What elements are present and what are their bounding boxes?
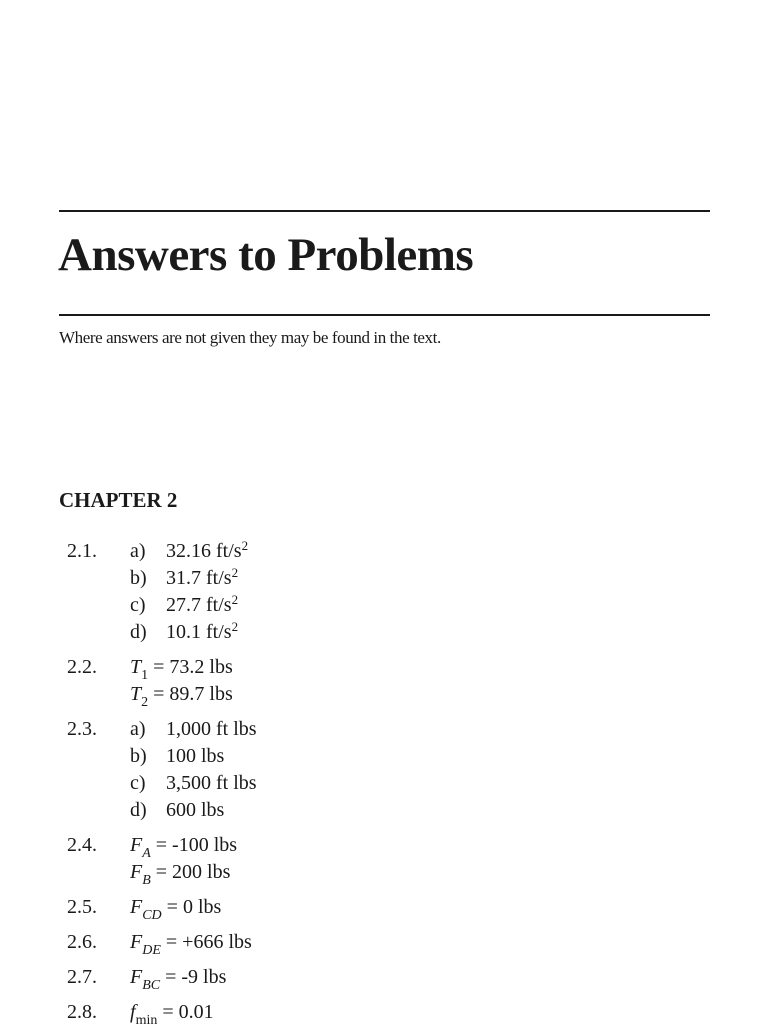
problem-number: 2.1. [67, 540, 97, 562]
superscript: 2 [231, 565, 239, 580]
title-rule-bottom [59, 314, 710, 316]
answer-line [130, 716, 768, 743]
answer-label: b) [130, 745, 147, 767]
variable-symbol: F [130, 931, 143, 953]
subscript: min [135, 1013, 158, 1028]
subscript: A [142, 846, 151, 861]
answer-label: c) [130, 594, 146, 616]
answer-value: = -9 lbs [160, 966, 227, 988]
answer-value: = 200 lbs [150, 861, 231, 883]
answer-label: d) [130, 799, 147, 821]
problem-item [0, 964, 768, 991]
problem-number: 2.2. [67, 656, 97, 678]
subscript: CD [142, 908, 162, 923]
answer-group [130, 964, 768, 991]
answer-line [130, 770, 768, 797]
page-title: Answers to Problems [58, 229, 474, 281]
answer-label: d) [130, 621, 147, 643]
answer-group [130, 538, 768, 646]
problem-number: 2.4. [67, 834, 97, 856]
answer-label: b) [130, 567, 147, 589]
answer-group [130, 654, 768, 708]
answer-value: 600 lbs [166, 799, 225, 821]
answer-group [130, 999, 768, 1026]
variable-symbol: T [130, 683, 142, 705]
variable-symbol: F [130, 834, 143, 856]
answer-value: 3,500 ft lbs [166, 772, 257, 794]
variable-symbol: F [130, 861, 143, 883]
superscript: 2 [231, 619, 239, 634]
answer-line [130, 743, 768, 770]
answer-line [130, 681, 768, 708]
problem-number: 2.8. [67, 1001, 97, 1023]
intro-note: Where answers are not given they may be found in the text. [59, 328, 441, 347]
problem-number: 2.6. [67, 931, 97, 953]
answer-value: = +666 lbs [160, 931, 252, 953]
answer-line [130, 894, 768, 921]
answer-value: = -100 lbs [150, 834, 238, 856]
answer-line [130, 538, 768, 565]
subscript: 1 [141, 668, 149, 683]
answer-value: 31.7 ft/s [166, 567, 232, 589]
superscript: 2 [231, 592, 239, 607]
answer-value: = 73.2 lbs [148, 656, 233, 678]
problem-item [0, 654, 768, 708]
answer-group [130, 716, 768, 824]
subscript: B [142, 873, 151, 888]
variable-symbol: F [130, 966, 143, 988]
answer-label: a) [130, 718, 146, 740]
answer-label: c) [130, 772, 146, 794]
answer-line [130, 964, 768, 991]
answer-label: a) [130, 540, 146, 562]
answer-value: 27.7 ft/s [166, 594, 232, 616]
answer-value: 100 lbs [166, 745, 225, 767]
problem-number: 2.3. [67, 718, 97, 740]
problem-item [0, 538, 768, 646]
answer-value: = 89.7 lbs [148, 683, 233, 705]
answer-value: = 0 lbs [161, 896, 222, 918]
variable-symbol: T [130, 656, 142, 678]
answer-line [130, 654, 768, 681]
answer-line [130, 565, 768, 592]
subscript: BC [142, 978, 161, 993]
variable-symbol: F [130, 896, 143, 918]
title-rule-top [59, 210, 710, 212]
answer-line [130, 859, 768, 886]
answer-line [130, 929, 768, 956]
answer-value: = 0.01 [157, 1001, 214, 1023]
problem-item [0, 999, 768, 1026]
problem-item [0, 929, 768, 956]
problem-number: 2.7. [67, 966, 97, 988]
answer-value: 32.16 ft/s [166, 540, 242, 562]
problem-item [0, 894, 768, 921]
answer-group [130, 894, 768, 921]
answer-value: 1,000 ft lbs [166, 718, 257, 740]
answer-line [130, 832, 768, 859]
answer-line [130, 592, 768, 619]
chapter-heading: CHAPTER 2 [59, 488, 178, 512]
answer-line [130, 797, 768, 824]
answer-value: 10.1 ft/s [166, 621, 232, 643]
answer-group [130, 832, 768, 886]
problem-item [0, 832, 768, 886]
answer-line [130, 619, 768, 646]
subscript: 2 [141, 695, 149, 710]
variable-symbol: f [130, 1001, 136, 1023]
subscript: DE [142, 943, 161, 958]
answer-group [130, 929, 768, 956]
superscript: 2 [241, 538, 249, 553]
answer-line [130, 999, 768, 1026]
problem-item [0, 716, 768, 824]
problem-answer-list [0, 538, 768, 1034]
problem-number: 2.5. [67, 896, 97, 918]
